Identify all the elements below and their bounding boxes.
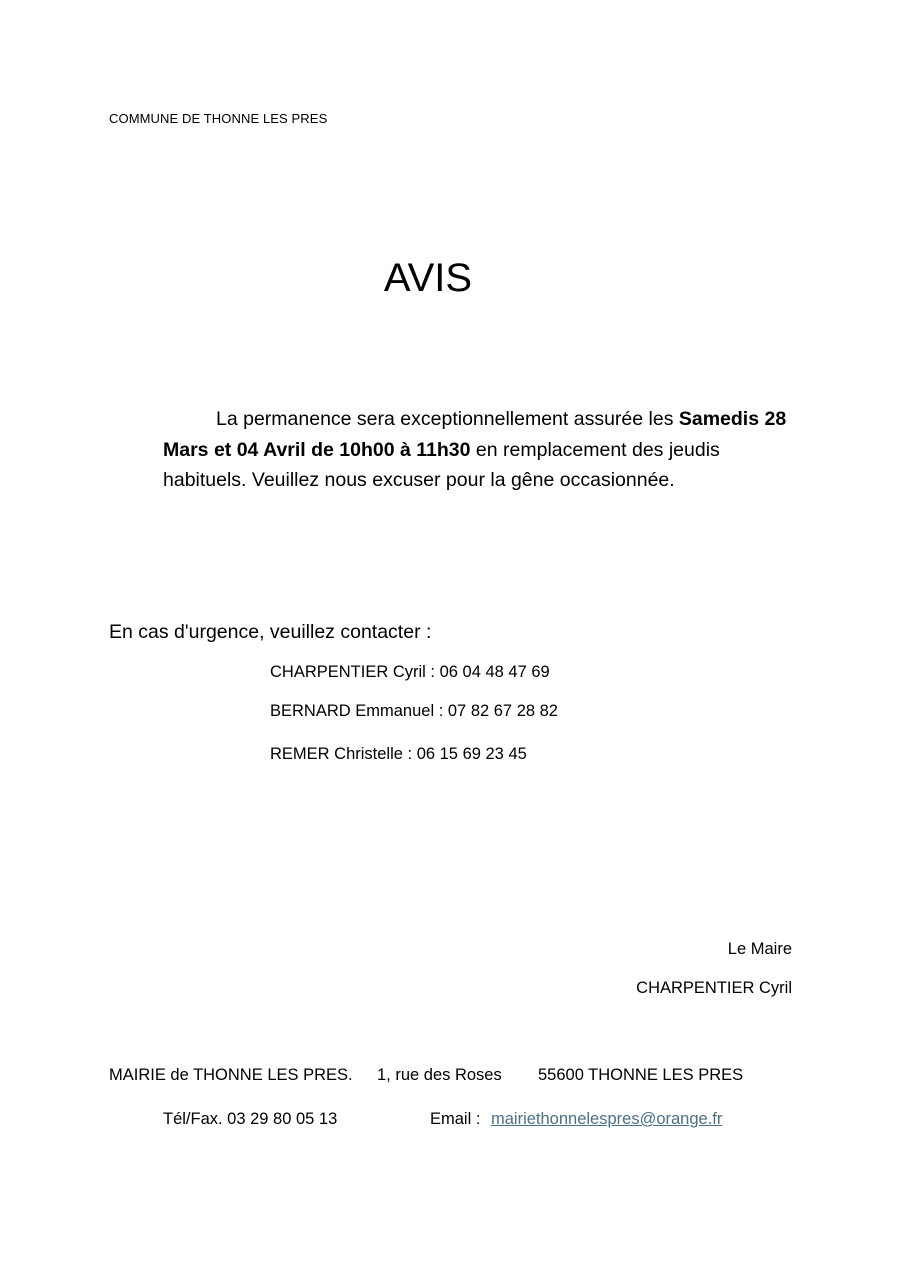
footer-city: 55600 THONNE LES PRES <box>538 1066 744 1084</box>
notice-text-start: La permanence sera exceptionnellement assurée les <box>216 408 679 430</box>
contact-line: BERNARD Emmanuel : 07 82 67 28 82 <box>270 702 558 720</box>
notice-paragraph <box>163 404 803 496</box>
footer-email-label: Email : <box>430 1110 481 1128</box>
notice-dates: Samedis 28 Mars et 04 Avril de 10h00 à 11h30 <box>163 408 787 461</box>
contact-line: CHARPENTIER Cyril : 06 04 48 47 69 <box>270 663 550 681</box>
signature-role: Le Maire <box>727 940 792 958</box>
signature-name: CHARPENTIER Cyril <box>636 979 792 997</box>
email-link[interactable]: mairiethonnelespres@orange.fr <box>491 1110 723 1128</box>
footer-address: 1, rue des Roses <box>377 1066 502 1084</box>
footer-phone: Tél/Fax. 03 29 80 05 13 <box>163 1110 338 1128</box>
commune-header: COMMUNE DE THONNE LES PRES <box>109 111 328 126</box>
notice-text-end: en remplacement des jeudis habituels. Veuillez nous excuser pour la gêne occasionnée. <box>163 438 720 491</box>
contact-line: REMER Christelle : 06 15 69 23 45 <box>270 745 527 763</box>
page-title: AVIS <box>383 256 473 300</box>
urgence-intro: En cas d'urgence, veuillez contacter : <box>109 621 432 643</box>
footer-mairie: MAIRIE de THONNE LES PRES. <box>109 1066 353 1084</box>
